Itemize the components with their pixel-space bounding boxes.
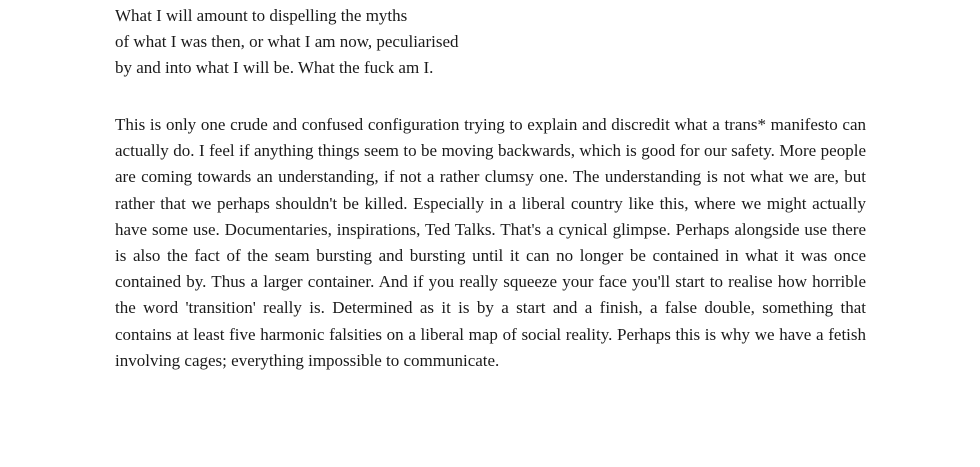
- essay-paragraph: This is only one crude and confused configuration trying to explain and discredit what a trans* manifesto can actually do. I feel if anything things seem to be moving backwards, which is good for our safety. More people are coming towards an understanding, if not a rather clumsy one. The understanding is not what we are, but rather that we perhaps shouldn't be killed. Especially in a liberal country like this, where we might actually have some use. Documentaries, inspirations, Ted Talks. That's a cynical glimpse. Perhaps alongside use there is also the fact of the seam bursting and bursting until it can no longer be contained in what it was once contained by. Thus a larger container. And if you really squeeze your face you'll start to realise how horrible the word 'transition' really is. Determined as it is by a start and a finish, a false double, something that contains at least five harmonic falsities on a liberal map of social reality. Perhaps this is why we have a fetish involving cages; everything impossible to communicate.: [115, 115, 866, 370]
- poem-line: What I will amount to dispelling the myths: [115, 6, 408, 25]
- poem-line: by and into what I will be. What the fuck am I.: [115, 58, 434, 77]
- poem-line: of what I was then, or what I am now, peculiarised: [115, 32, 459, 51]
- document-page: [115, 0, 866, 374]
- poem-stanza: [115, 0, 866, 81]
